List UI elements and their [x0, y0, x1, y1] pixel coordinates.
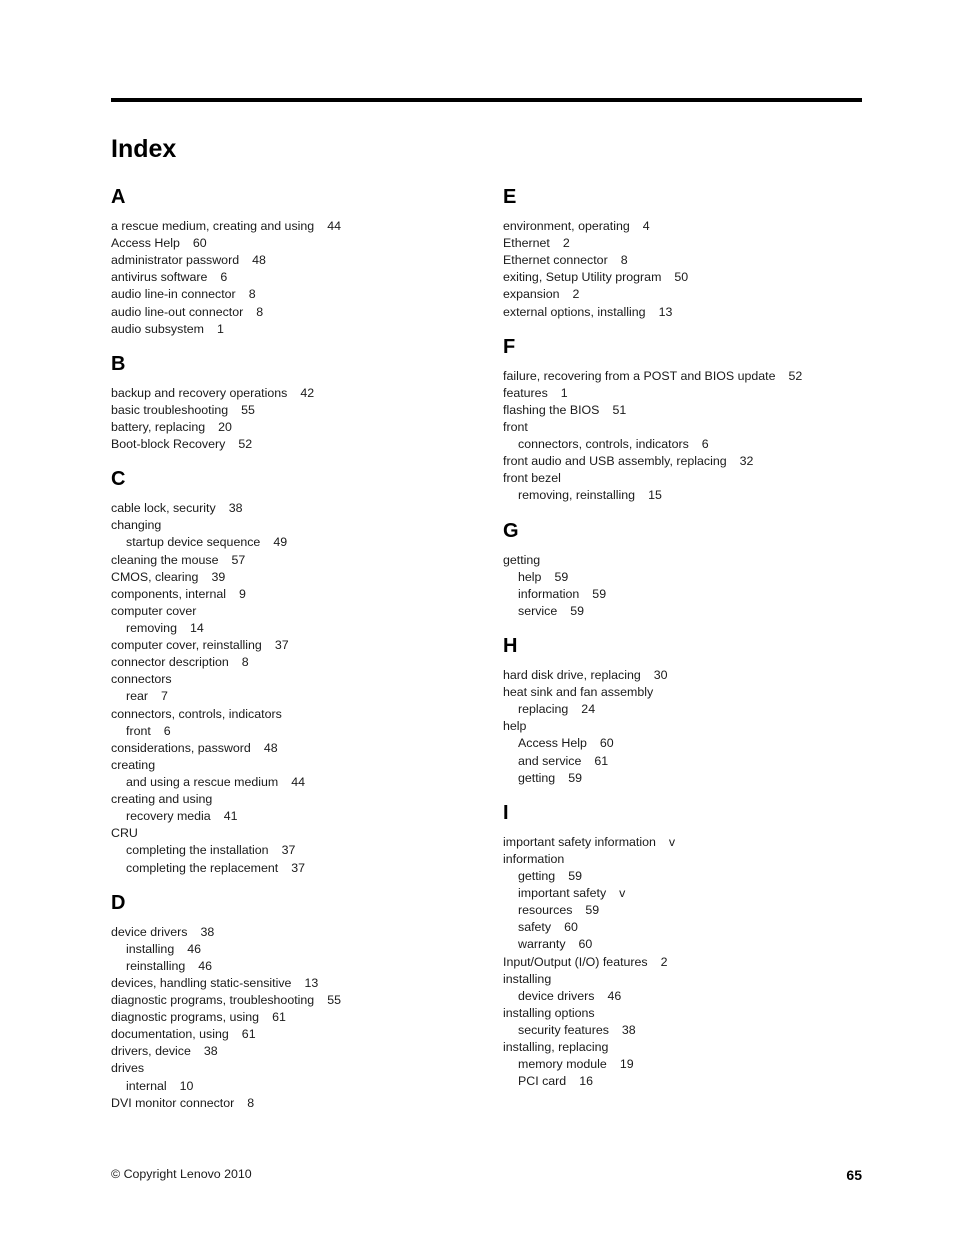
- entry-term: connectors, controls, indicators: [518, 437, 689, 452]
- index-entry: [111, 552, 481, 569]
- index-entry: [503, 368, 873, 385]
- entry-term: warranty: [518, 937, 566, 952]
- entry-term: device drivers: [111, 924, 188, 939]
- entry-term: replacing: [518, 702, 569, 717]
- entry-term: Input/Output (I/O) features: [503, 954, 648, 969]
- page-title: Index: [111, 135, 177, 163]
- index-entry: [111, 706, 481, 723]
- entry-term: creating and using: [111, 792, 213, 807]
- entry-term: creating: [111, 757, 156, 772]
- entry-term: Boot-block Recovery: [111, 437, 226, 452]
- entry-page-number: 8: [241, 655, 249, 670]
- index-entry: [111, 436, 481, 453]
- entry-page-number: 61: [594, 753, 609, 768]
- entry-page-number: 13: [658, 304, 673, 319]
- index-entry: [503, 1039, 873, 1056]
- entry-page-number: 20: [218, 419, 232, 434]
- entry-page-number: 57: [231, 552, 246, 567]
- entry-term: hard disk drive, replacing: [503, 667, 641, 682]
- index-entry: [111, 252, 481, 269]
- index-subentry: [503, 735, 873, 752]
- index-subentry: [503, 586, 873, 603]
- entry-term: information: [503, 851, 565, 866]
- entry-term: front bezel: [503, 471, 561, 486]
- entry-term: antivirus software: [111, 270, 208, 285]
- entry-page-number: 60: [564, 920, 578, 935]
- entry-term: CMOS, clearing: [111, 569, 199, 584]
- index-entry: [111, 791, 481, 808]
- index-entry: [111, 569, 481, 586]
- entry-term: a rescue medium, creating and using: [111, 219, 315, 233]
- index-entry: [111, 757, 481, 774]
- index-entry: [503, 552, 873, 569]
- entry-page-number: 8: [256, 304, 264, 319]
- index-entry: [111, 1043, 481, 1060]
- entry-term: getting: [518, 868, 556, 883]
- entry-page-number: 52: [788, 368, 803, 383]
- entry-term: backup and recovery operations: [111, 385, 288, 400]
- entry-term: device drivers: [518, 988, 595, 1003]
- entry-page-number: 16: [579, 1074, 593, 1089]
- index-entry: [503, 954, 873, 971]
- index-entry: [111, 825, 481, 842]
- entry-page-number: 39: [211, 569, 226, 584]
- entry-term: important safety: [518, 886, 607, 901]
- entry-term: Access Help: [518, 736, 587, 751]
- index-entry: [111, 321, 481, 338]
- index-entry: [503, 453, 873, 470]
- entry-page-number: 41: [223, 809, 238, 824]
- index-entry: [111, 671, 481, 688]
- entry-term: audio line-out connector: [111, 304, 244, 319]
- entry-page-number: 44: [327, 219, 341, 233]
- entry-page-number: 48: [263, 740, 278, 755]
- entry-term: help: [518, 569, 542, 584]
- index-subentry: [503, 701, 873, 718]
- index-section-a: [111, 184, 481, 338]
- entry-term: information: [518, 586, 580, 601]
- section-letter: B: [111, 352, 126, 375]
- entry-term: internal: [126, 1078, 167, 1093]
- entry-term: audio line-in connector: [111, 287, 236, 302]
- entry-term: administrator password: [111, 253, 240, 268]
- index-entry: [111, 402, 481, 419]
- entry-term: installing, replacing: [503, 1040, 609, 1055]
- entry-page-number: 59: [592, 586, 607, 601]
- index-subentry: [111, 774, 481, 791]
- entry-term: computer cover: [111, 603, 197, 618]
- index-subentry: [503, 885, 873, 902]
- entry-term: installing: [503, 971, 552, 986]
- entry-page-number: 37: [281, 843, 296, 858]
- entry-term: removing, reinstalling: [518, 488, 636, 503]
- index-entry: [111, 992, 481, 1009]
- index-entry: [503, 269, 873, 286]
- entry-term: front audio and USB assembly, replacing: [503, 454, 727, 469]
- entry-term: removing: [126, 620, 177, 635]
- entry-page-number: 52: [238, 437, 253, 452]
- index-entry: [111, 304, 481, 321]
- index-entry: [503, 834, 873, 851]
- entry-term: getting: [503, 552, 541, 567]
- entry-term: expansion: [503, 287, 560, 302]
- entry-term: audio subsystem: [111, 321, 204, 336]
- index-subentry: [503, 770, 873, 787]
- entry-page-number: 8: [620, 253, 628, 268]
- entry-term: safety: [518, 920, 552, 935]
- section-letter: C: [111, 468, 126, 491]
- entry-term: connectors: [111, 672, 172, 687]
- entry-page-number: 59: [570, 603, 585, 618]
- index-entry: [111, 637, 481, 654]
- entry-term: heat sink and fan assembly: [503, 685, 654, 700]
- index-subentry: [503, 753, 873, 770]
- entry-page-number: 60: [599, 736, 614, 751]
- entry-page-number: 24: [581, 702, 596, 717]
- entry-page-number: 30: [653, 667, 668, 682]
- entry-page-number: 13: [304, 975, 319, 990]
- entry-page-number: 32: [739, 454, 754, 469]
- entry-page-number: 46: [187, 941, 202, 956]
- index-section-f: [503, 334, 873, 505]
- entry-page-number: 8: [247, 1095, 255, 1110]
- index-entry: [111, 1026, 481, 1043]
- index-subentry: [503, 487, 873, 504]
- entry-page-number: 49: [273, 535, 288, 550]
- entry-page-number: 9: [239, 586, 246, 601]
- entry-term: features: [503, 385, 548, 400]
- index-entry: [503, 971, 873, 988]
- index-entry: [111, 1060, 481, 1077]
- entry-term: completing the installation: [126, 843, 269, 858]
- entry-term: cable lock, security: [111, 501, 216, 516]
- index-entry: [503, 851, 873, 868]
- index-subentry: [503, 902, 873, 919]
- entry-page-number: 38: [203, 1044, 218, 1059]
- entry-term: service: [518, 603, 558, 618]
- entry-term: devices, handling static-sensitive: [111, 975, 292, 990]
- index-column-left: [111, 184, 481, 1125]
- entry-term: drivers, device: [111, 1044, 191, 1059]
- entry-term: changing: [111, 518, 162, 533]
- entry-page-number: 60: [192, 236, 207, 251]
- entry-term: resources: [518, 903, 573, 918]
- entry-term: installing options: [503, 1005, 595, 1020]
- top-rule: [111, 98, 862, 102]
- footer-copyright: © Copyright Lenovo 2010: [111, 1167, 252, 1181]
- entry-page-number: 1: [560, 385, 568, 400]
- index-subentry: [111, 1078, 481, 1095]
- entry-page-number: 46: [198, 958, 213, 973]
- entry-page-number: 19: [619, 1057, 634, 1072]
- index-entry: [111, 500, 481, 517]
- index-subentry: [111, 534, 481, 551]
- index-entry: [111, 385, 481, 402]
- entry-term: rear: [126, 689, 149, 704]
- entry-term: recovery media: [126, 809, 211, 824]
- entry-term: Ethernet connector: [503, 253, 608, 268]
- index-subentry: [503, 936, 873, 953]
- index-subentry: [503, 988, 873, 1005]
- index-entry: [503, 235, 873, 252]
- entry-term: front: [126, 723, 151, 738]
- section-letter: F: [503, 335, 516, 358]
- section-letter: G: [503, 519, 519, 542]
- entry-term: completing the replacement: [126, 860, 279, 875]
- entry-term: failure, recovering from a POST and BIOS update: [503, 368, 776, 383]
- entry-term: Ethernet: [503, 236, 550, 251]
- index-section-i: [503, 800, 873, 1091]
- entry-page-number: 38: [200, 924, 215, 939]
- index-section-h: [503, 633, 873, 787]
- index-subentry: [503, 603, 873, 620]
- entry-page-number: 2: [572, 287, 580, 302]
- entry-term: help: [503, 719, 527, 734]
- entry-term: components, internal: [111, 586, 227, 601]
- entry-page-number: 6: [701, 437, 709, 452]
- index-section-g: [503, 518, 873, 620]
- index-entry: [503, 667, 873, 684]
- section-letter: H: [503, 634, 518, 657]
- entry-page-number: 37: [274, 638, 289, 653]
- entry-page-number: 42: [300, 385, 315, 400]
- index-subentry: [111, 723, 481, 740]
- entry-term: connector description: [111, 655, 229, 670]
- index-section-d: [111, 890, 481, 1112]
- index-subentry: [111, 842, 481, 859]
- index-entry: [111, 269, 481, 286]
- footer-page-number: 65: [846, 1167, 862, 1183]
- entry-page-number: 2: [562, 236, 570, 251]
- index-subentry: [111, 860, 481, 877]
- entry-page-number: 37: [291, 860, 306, 875]
- entry-term: cleaning the mouse: [111, 552, 219, 567]
- entry-term: basic troubleshooting: [111, 402, 229, 417]
- entry-page-number: 38: [621, 1022, 636, 1037]
- section-letter: A: [111, 186, 126, 208]
- index-section-c: [111, 466, 481, 876]
- entry-page-number: 44: [291, 774, 306, 789]
- entry-page-number: 14: [189, 620, 204, 635]
- index-entry: [503, 304, 873, 321]
- entry-term: memory module: [518, 1057, 607, 1072]
- entry-term: computer cover, reinstalling: [111, 638, 262, 653]
- index-subentry: [503, 1022, 873, 1039]
- entry-term: reinstalling: [126, 958, 186, 973]
- entry-term: security features: [518, 1022, 609, 1037]
- index-entry: [503, 385, 873, 402]
- entry-term: drives: [111, 1061, 145, 1076]
- entry-page-number: 60: [578, 937, 593, 952]
- entry-page-number: 59: [568, 868, 582, 883]
- index-column-right: [503, 184, 873, 1103]
- index-subentry: [111, 958, 481, 975]
- entry-page-number: 59: [585, 903, 600, 918]
- index-subentry: [111, 620, 481, 637]
- entry-term: front: [503, 419, 528, 434]
- entry-page-number: 46: [607, 988, 622, 1003]
- entry-term: startup device sequence: [126, 535, 261, 550]
- entry-term: environment, operating: [503, 219, 630, 233]
- entry-page-number: 2: [660, 954, 668, 969]
- section-letter: I: [503, 801, 509, 824]
- index-entry: [503, 419, 873, 436]
- entry-term: considerations, password: [111, 740, 251, 755]
- entry-term: PCI card: [518, 1074, 567, 1089]
- index-entry: [503, 684, 873, 701]
- entry-term: DVI monitor connector: [111, 1095, 235, 1110]
- index-subentry: [503, 1056, 873, 1073]
- entry-term: installing: [126, 941, 175, 956]
- index-subentry: [503, 1073, 873, 1090]
- entry-term: diagnostic programs, using: [111, 1010, 260, 1025]
- entry-page-number: 48: [252, 253, 266, 268]
- index-entry: [111, 586, 481, 603]
- section-letter: E: [503, 186, 517, 208]
- entry-page-number: 59: [554, 569, 569, 584]
- index-entry: [503, 218, 873, 235]
- index-entry: [503, 286, 873, 303]
- index-entry: [111, 975, 481, 992]
- entry-page-number: v: [619, 886, 626, 901]
- entry-page-number: 51: [612, 402, 627, 417]
- entry-page-number: 6: [220, 270, 228, 285]
- entry-term: and using a rescue medium: [126, 774, 279, 789]
- index-entry: [503, 718, 873, 735]
- index-entry: [503, 1005, 873, 1022]
- index-entry: [111, 924, 481, 941]
- entry-page-number: 61: [241, 1027, 256, 1042]
- index-section-b: [111, 351, 481, 453]
- entry-term: documentation, using: [111, 1027, 229, 1042]
- index-entry: [503, 252, 873, 269]
- index-entry: [111, 235, 481, 252]
- entry-page-number: 1: [216, 321, 224, 336]
- index-subentry: [503, 569, 873, 586]
- index-subentry: [503, 436, 873, 453]
- entry-page-number: 61: [272, 1010, 286, 1025]
- index-entry: [503, 470, 873, 487]
- entry-term: external options, installing: [503, 304, 646, 319]
- index-subentry: [111, 941, 481, 958]
- entry-term: battery, replacing: [111, 419, 206, 434]
- index-subentry: [503, 919, 873, 936]
- entry-term: getting: [518, 770, 556, 785]
- entry-page-number: 59: [568, 770, 582, 785]
- entry-page-number: 10: [179, 1078, 194, 1093]
- entry-page-number: 15: [648, 488, 662, 503]
- index-entry: [111, 1009, 481, 1026]
- entry-page-number: 8: [248, 287, 256, 302]
- entry-term: connectors, controls, indicators: [111, 706, 282, 721]
- entry-term: flashing the BIOS: [503, 402, 600, 417]
- entry-term: exiting, Setup Utility program: [503, 270, 662, 285]
- entry-page-number: v: [668, 834, 676, 849]
- entry-page-number: 7: [161, 689, 168, 704]
- entry-term: and service: [518, 753, 582, 768]
- entry-term: diagnostic programs, troubleshooting: [111, 993, 315, 1008]
- index-entry: [111, 218, 481, 235]
- entry-page-number: 4: [642, 219, 650, 233]
- index-entry: [111, 517, 481, 534]
- entry-page-number: 50: [674, 270, 689, 285]
- entry-page-number: 38: [228, 501, 243, 516]
- entry-page-number: 55: [327, 993, 341, 1008]
- entry-term: Access Help: [111, 236, 180, 251]
- entry-page-number: 6: [163, 723, 171, 738]
- index-section-e: [503, 184, 873, 321]
- entry-term: CRU: [111, 826, 138, 841]
- index-entry: [111, 1095, 481, 1112]
- index-subentry: [111, 808, 481, 825]
- index-entry: [111, 419, 481, 436]
- index-subentry: [111, 688, 481, 705]
- index-entry: [503, 402, 873, 419]
- index-entry: [111, 286, 481, 303]
- index-entry: [111, 603, 481, 620]
- entry-term: important safety information: [503, 834, 656, 849]
- index-subentry: [503, 868, 873, 885]
- entry-page-number: 55: [241, 402, 255, 417]
- index-entry: [111, 740, 481, 757]
- index-entry: [111, 654, 481, 671]
- section-letter: D: [111, 891, 126, 914]
